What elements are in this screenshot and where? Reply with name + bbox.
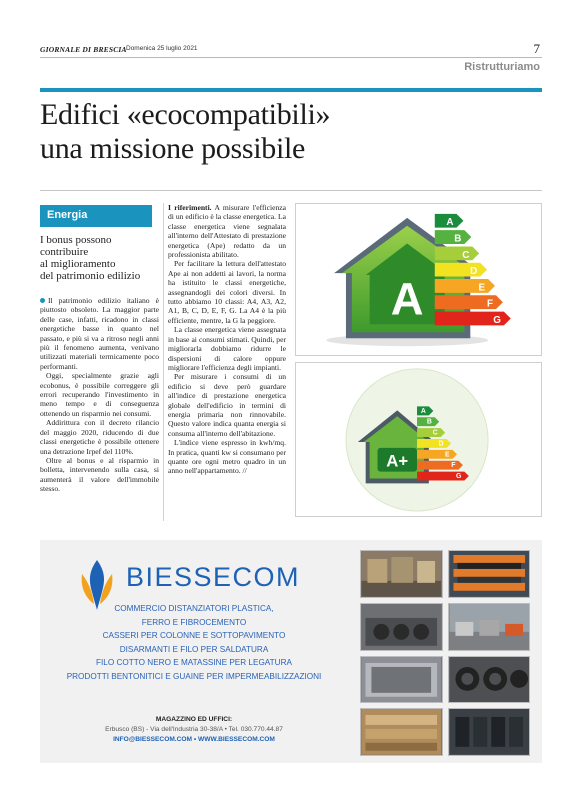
paragraph-text: A misurare l'efficienza di un edificio è la classe energetica. La classe energetica viene segnalata all'interno dell'Attestato di prestazione energetica (Ape) redatto da un professionista abilitato. bbox=[168, 203, 287, 260]
column-divider bbox=[163, 203, 164, 521]
energy-scale-bar-e bbox=[435, 279, 495, 293]
ad-contacts bbox=[40, 715, 348, 744]
paragraph: Addirittura con il decreto rilancio del maggio 2020, riducendo di due classi energetiche è possibile ottenere una detrazione Irpef del 110%. bbox=[40, 418, 159, 456]
paragraph: Per facilitare la lettura dell'attestato Ape ai non addetti ai lavori, la norma ha istituito le classi energetiche, assegnandogli dei colori diversi. In tutto abbiamo 10 classi: A4, A3, A2, A1, B, C, D, E, F, G. La A4 è la più efficiente, mentre, la G la peggiore. bbox=[168, 259, 286, 325]
energy-scale-label-e: E bbox=[444, 451, 450, 459]
energy-scale-label-d: D bbox=[470, 266, 478, 278]
energy-scale-label-f: F bbox=[451, 462, 456, 470]
deck-line: al miglioramento bbox=[40, 258, 116, 270]
service-line: PRODOTTI BENTONITICI E GUAINE PER IMPERMEABILIZZAZIONI bbox=[66, 671, 322, 681]
contacts-address: Erbusco (BS) - Via dell'Industria 30-38/A • Tel. 030.770.44.87 bbox=[105, 725, 283, 733]
page-number: 7 bbox=[533, 41, 540, 56]
energy-scale-label-c: C bbox=[462, 249, 470, 261]
deck-line: del patrimonio edilizio bbox=[40, 270, 141, 282]
energy-class-a-plus-graphic bbox=[296, 363, 541, 516]
paragraph: L'indice viene espresso in kwh/mq. In pratica, quanti kw si consumano per quante ore ogni metro quadro in un anno nell'appartamento. // bbox=[168, 438, 286, 476]
energy-class-a-illustration bbox=[295, 203, 542, 356]
paragraph-text: Il patrimonio edilizio italiano è piuttosto obsoleto. La maggior parte delle case, infatti, ricadono in classi energetiche basse in quanto nel passato, e più si va a ritroso negli anni più il fenomeno aumenta, venivano utilizzati materiali termicamente poco performanti. bbox=[40, 296, 159, 371]
warehouse-photo bbox=[360, 708, 443, 756]
article-column-2 bbox=[168, 203, 286, 476]
energy-scale-label-f: F bbox=[486, 298, 494, 310]
energy-scale-bar-c bbox=[417, 428, 445, 437]
ad-services-list bbox=[40, 602, 348, 684]
run-in-heading: I riferimenti. bbox=[168, 203, 212, 212]
masthead bbox=[40, 43, 542, 57]
warehouse-photo bbox=[360, 550, 443, 598]
topic-tag: Energia bbox=[40, 205, 152, 227]
energy-scale-label-a: A bbox=[420, 407, 426, 415]
paragraph bbox=[168, 203, 286, 259]
energy-scale-bar-d bbox=[435, 263, 487, 277]
headline-line-1: Edifici «ecocompatibili» bbox=[40, 98, 331, 131]
section-accent-rule bbox=[40, 88, 542, 92]
advertisement bbox=[40, 540, 542, 763]
warehouse-photo bbox=[448, 603, 531, 651]
warehouse-photo bbox=[448, 656, 531, 704]
energy-scale-bar-b bbox=[435, 230, 472, 244]
energy-class-a-plus-illustration bbox=[295, 362, 542, 517]
headline-line-2: una missione possibile bbox=[40, 132, 306, 165]
energy-class-a-graphic bbox=[296, 204, 541, 355]
ad-brand-name: BIESSECOM bbox=[126, 562, 301, 592]
warehouse-photo bbox=[448, 550, 531, 598]
ad-photo-grid bbox=[360, 550, 530, 756]
energy-scale-bar-d bbox=[417, 439, 451, 448]
energy-scale-label-g: G bbox=[456, 472, 462, 480]
energy-scale-label-g: G bbox=[493, 314, 501, 326]
service-line: COMMERCIO DISTANZIATORI PLASTICA, bbox=[114, 604, 274, 613]
paragraph: Oltre al bonus e al risparmio in bolletta, intervenendo sulla casa, si aumenterà il valore dell'immobile stesso. bbox=[40, 455, 159, 494]
contacts-web[interactable]: INFO@BIESSECOM.COM • WWW.BIESSECOM.COM bbox=[113, 735, 275, 743]
issue-date: Domenica 25 luglio 2021 bbox=[126, 45, 198, 52]
article-headline bbox=[40, 98, 540, 166]
article-column-1 bbox=[40, 296, 159, 494]
paragraph bbox=[40, 296, 159, 371]
headline-divider bbox=[40, 190, 542, 191]
energy-scale-label-a: A bbox=[446, 217, 454, 229]
energy-scale-label-b: B bbox=[454, 233, 462, 245]
service-line: FERRO E FIBROCEMENTO bbox=[141, 617, 247, 627]
section-title: Ristrutturiamo bbox=[464, 61, 540, 73]
energy-scale-label-b: B bbox=[426, 418, 432, 426]
energy-scale-bar-e bbox=[417, 450, 457, 459]
paragraph: Oggi, specialmente grazie agli ecobonus, è possibile correggere gli errori recuperando l'investimento in meno tempo e di conseguenza ottenendo un risparmio nei consumi. bbox=[40, 371, 159, 418]
service-line: DISARMANTI E FILO PER SALDATURA bbox=[119, 644, 269, 654]
energy-scale-bar-f bbox=[417, 461, 463, 470]
bullet-dot-icon bbox=[40, 298, 45, 303]
warehouse-photo bbox=[360, 656, 443, 704]
contacts-heading: MAGAZZINO ED UFFICI: bbox=[155, 716, 233, 723]
warehouse-photo bbox=[360, 603, 443, 651]
energy-scale-label-c: C bbox=[432, 429, 438, 437]
paragraph: Per misurare i consumi di un edificio si deve però guardare all'indice di prestazione energetica globale dell'edificio in termini di energia primaria non rinnovabile. Questo valore indica quanta energia si consuma all'interno dell'abitazione. bbox=[168, 372, 286, 438]
house-letter-a-plus: A+ bbox=[386, 451, 409, 471]
energy-scale-label-d: D bbox=[438, 440, 444, 448]
article-deck bbox=[40, 234, 160, 282]
service-line: FILO COTTO NERO E MATASSINE PER LEGATURA bbox=[96, 658, 292, 668]
warehouse-photo bbox=[448, 708, 531, 756]
header-divider bbox=[40, 57, 542, 58]
paragraph: La classe energetica viene assegnata in base ai consumi stimati. Quindi, per migliorarla dobbiamo ridurre le dispersioni di calore oppure migliorare l'efficienza degli impianti. bbox=[168, 325, 286, 372]
deck-line: contribuire bbox=[40, 246, 89, 258]
energy-scale-bar-c bbox=[435, 246, 479, 260]
energy-scale-label-e: E bbox=[478, 282, 486, 294]
service-line: CASSERI PER COLONNE E SOTTOPAVIMENTO bbox=[102, 631, 286, 641]
deck-line: I bonus possono bbox=[40, 234, 112, 246]
house-letter: A bbox=[390, 273, 424, 325]
newspaper-name: GIORNALE DI BRESCIA bbox=[40, 45, 127, 54]
